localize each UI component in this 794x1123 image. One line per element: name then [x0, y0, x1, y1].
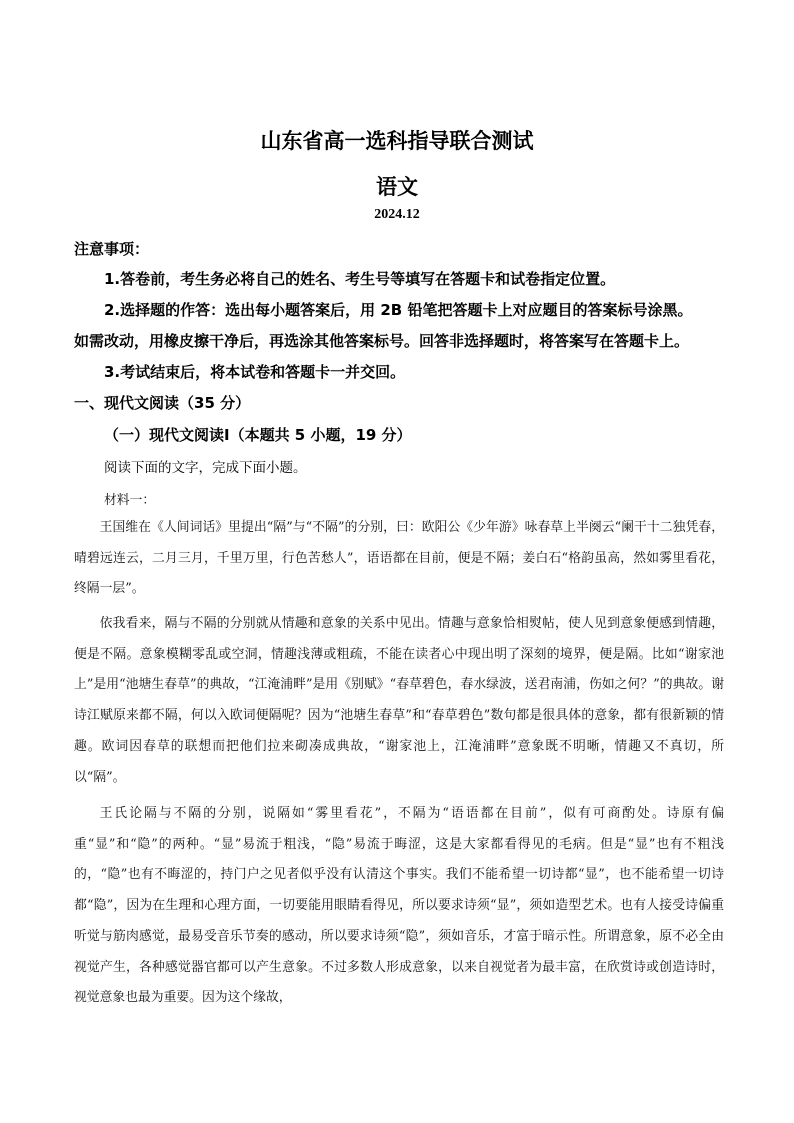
- exam-title: 山东省高一选科指导联合测试: [260, 128, 534, 153]
- exam-date: 2024.12: [374, 207, 420, 222]
- notice-heading: 注意事项：: [74, 240, 150, 258]
- subject-title: 语文: [376, 174, 418, 199]
- subsection-heading: （一）现代文阅读Ⅰ（本题共 5 小题，19 分）: [104, 426, 412, 444]
- notice-item-3: 3.考试结束后，将本试卷和答题卡一并交回。: [104, 363, 406, 381]
- notice-item-1: 1.答卷前，考生务必将自己的姓名、考生号等填写在答题卡和试卷指定位置。: [104, 270, 616, 288]
- notice-item-2-line-1: 2.选择题的作答：选出每小题答案后，用 2B 铅笔把答题卡上对应题目的答案标号涂黑。: [104, 301, 693, 319]
- section-heading: 一、现代文阅读（35 分）: [74, 394, 251, 412]
- passage-paragraph-3: 王氏论隔与不隔的分别，说隔如“雾里看花”，不隔为“语语都在目前”，似有可商酌处。诗原有偏重“显”和“隐”的两种。“显”易流于粗浅，“隐”易流于晦涩，这是大家都看得见的毛病。但是“显”也有不粗浅的，“隐”也有不晦涩的，持门户之见者似乎没有认清这个事实。我们不能希望一切诗都“显”，也不能希望一切诗都“隐”，因为在生理和心理方面，一切要能用眼睛看得见，所以要求诗须“显”，须如造型艺术。也有人接受诗偏重听觉与筋肉感觉，最易受音乐节奏的感动，所以要求诗须“隐”，须如音乐，才富于暗示性。所谓意象，原不必全由视觉产生，各种感觉器官都可以产生意象。不过多数人形成意象，以来自视觉者为最丰富，在欣赏诗或创造诗时，视觉意象也最为重要。因为这个缘故，: [74, 806, 724, 1006]
- notice-item-2-line-2: 如需改动，用橡皮擦干净后，再选涂其他答案标号。回答非选择题时，将答案写在答题卡上。: [74, 332, 690, 350]
- reading-instruction: 阅读下面的文字，完成下面小题。: [104, 460, 307, 476]
- material-label: 材料一：: [104, 493, 156, 508]
- passage-paragraph-1: 王国维在《人间词话》里提出“隔”与“不隔”的分别，曰：欧阳公《少年游》咏春草上半阕云“阑干十二独凭春，晴碧远连云，二月三月，千里万里，行色苦愁人”，语语都在目前，便是不隔；姜白石“格韵虽高，然如雾里看花，终隔一层”。: [74, 520, 724, 597]
- passage-paragraph-2: 依我看来，隔与不隔的分别就从情趣和意象的关系中见出。情趣与意象恰相熨帖，使人见到意象便感到情趣，便是不隔。意象模糊零乱或空洞，情趣浅薄或粗疏，不能在读者心中现出明了深刻的境界，便是隔。比如“谢家池上”是用“池塘生春草”的典故，“江淹浦畔”是用《别赋》“春草碧色，春水绿波，送君南浦，伤如之何？”的典故。谢诗江赋原来都不隔，何以入欧词便隔呢？因为“池塘生春草”和“春草碧色”数句都是很具体的意象，都有很新颖的情趣。欧词因春草的联想而把他们拉来砌凑成典故，“谢家池上，江淹浦畔”意象既不明晰，情趣又不真切，所以“隔”。: [74, 616, 724, 785]
